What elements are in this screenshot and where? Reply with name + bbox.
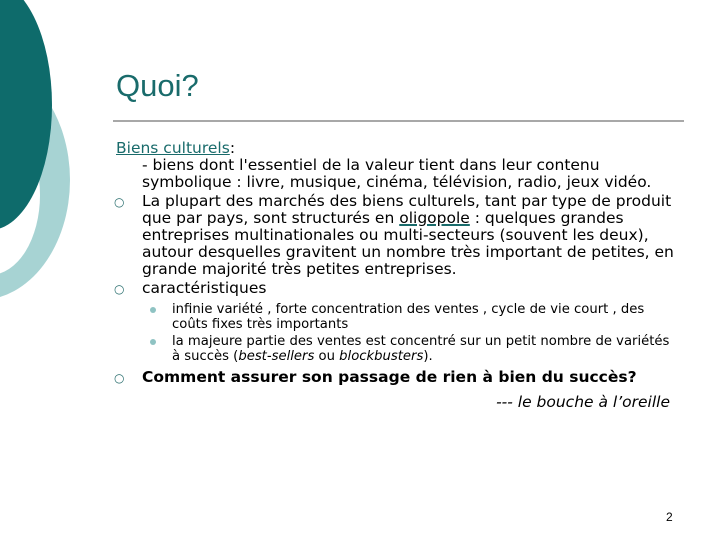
biens-culturels-link[interactable]: Biens culturels	[116, 139, 230, 157]
bullet3-text: caractéristiques	[142, 279, 267, 297]
bullet2-text-post: : quelques grandes entreprises multinationales ou multi-secteurs (souvent les deux), autour desquelles gravitent un nombre très important de petites, en grande majorité très petites entreprises.	[142, 209, 674, 278]
sub2-text-mid: ou	[314, 349, 340, 364]
oligopole-term: oligopole	[399, 209, 470, 227]
sub2-text-pre: la majeure partie des ventes est concentré sur un petit nombre de variétés à succès (	[172, 334, 670, 364]
sub-bullet-variete	[116, 302, 676, 332]
slide-decoration	[0, 0, 110, 330]
bullet4-text: Comment assurer son passage de rien à bien du succès?	[142, 368, 637, 386]
slide-title: Quoi?	[116, 68, 199, 103]
sub2-blockbusters: blockbusters	[339, 349, 424, 364]
bullet-ring-icon: ○	[114, 195, 125, 209]
sub-bullet-ventes	[116, 334, 676, 364]
page-number: 2	[666, 510, 673, 524]
heading-colon: :	[229, 139, 236, 157]
bullet2-text-pre: La plupart des marchés des biens culturels, tant par type de produit que par pays, sont structurés en	[142, 192, 672, 227]
heading-description: - biens dont l'essentiel de la valeur tient dans leur contenu symbolique : livre, musique, cinéma, télévision, radio, jeux vidéo.	[142, 156, 652, 191]
sub-bullet-dot-icon	[150, 307, 156, 313]
sub1-text: infinie variété , forte concentration des ventes , cycle de vie court , des coûts fixes très importants	[172, 302, 645, 332]
sub-bullet-dot-icon	[150, 339, 156, 345]
slide-content	[116, 140, 676, 411]
bullet-caracteristiques	[116, 280, 676, 297]
sub2-bestsellers: best-sellers	[238, 349, 315, 364]
bullet-ring-icon: ○	[114, 371, 125, 385]
bullet-question	[116, 369, 676, 386]
bullet-oligopole	[116, 193, 676, 278]
quote-bouche-a-oreille: --- le bouche à l’oreille	[496, 393, 670, 411]
heading-line	[116, 140, 676, 157]
title-divider	[113, 120, 684, 122]
sub2-text-post: ).	[423, 349, 433, 364]
bullet-ring-icon: ○	[114, 282, 125, 296]
